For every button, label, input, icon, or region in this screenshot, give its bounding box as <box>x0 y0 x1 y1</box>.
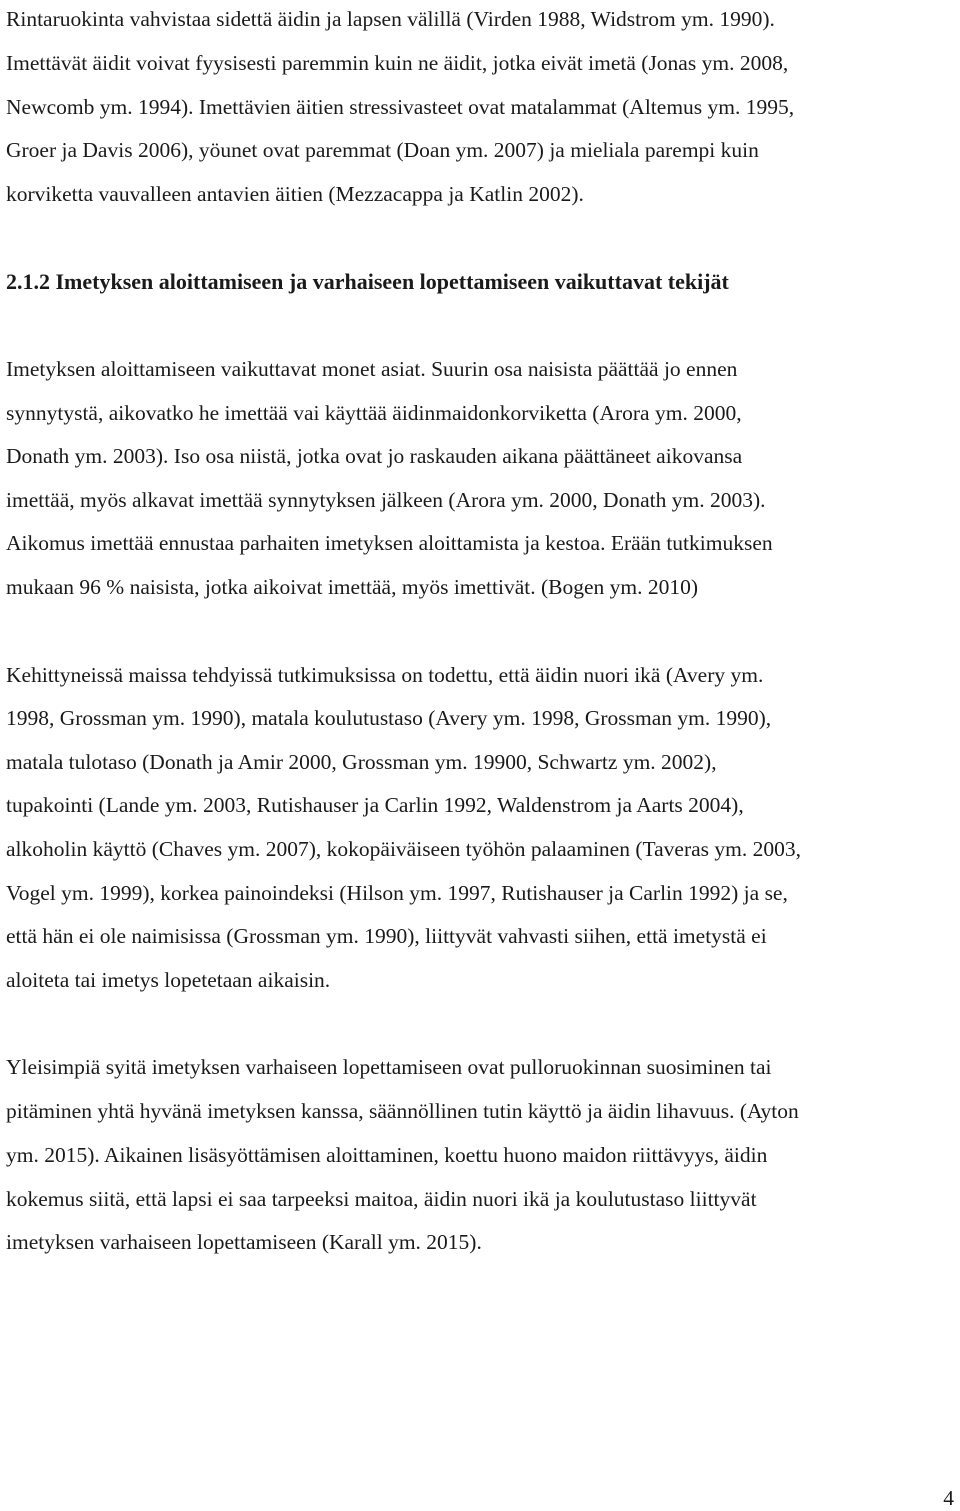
text-line: ym. 2015). Aikainen lisäsyöttämisen aloittaminen, koettu huono maidon riittävyys, äidin <box>6 1143 768 1167</box>
text-line: Rintaruokinta vahvistaa sidettä äidin ja lapsen välillä (Virden 1988, Widstrom ym. 1990). <box>6 7 775 31</box>
text-line: Vogel ym. 1999), korkea painoindeksi (Hilson ym. 1997, Rutishauser ja Carlin 1992) ja se, <box>6 881 788 905</box>
text-line: mukaan 96 % naisista, jotka aikoivat imettää, myös imettivät. (Bogen ym. 2010) <box>6 575 699 599</box>
text-line: Aikomus imettää ennustaa parhaiten imetyksen aloittamista ja kestoa. Erään tutkimuksen <box>6 531 773 555</box>
text-line: aloiteta tai imetys lopetetaan aikaisin. <box>6 968 331 992</box>
text-line: Donath ym. 2003). Iso osa niistä, jotka ovat jo raskauden aikana päättäneet aikovansa <box>6 444 743 468</box>
text-line: pitäminen yhtä hyvänä imetyksen kanssa, säännöllinen tutin käyttö ja äidin lihavuus. (Ayton <box>6 1099 799 1123</box>
text-line: että hän ei ole naimisissa (Grossman ym. 1990), liittyvät vahvasti siihen, että imetystä ei <box>6 924 767 948</box>
text-line: Kehittyneissä maissa tehdyissä tutkimuksissa on todettu, että äidin nuori ikä (Avery ym. <box>6 663 764 687</box>
text-line: Imetyksen aloittamiseen vaikuttavat monet asiat. Suurin osa naisista päättää jo ennen <box>6 357 738 381</box>
text-line: tupakointi (Lande ym. 2003, Rutishauser ja Carlin 1992, Waldenstrom ja Aarts 2004), <box>6 793 744 817</box>
section-heading: 2.1.2 Imetyksen aloittamiseen ja varhaiseen lopettamiseen vaikuttavat tekijät <box>6 269 729 294</box>
text-line: Yleisimpiä syitä imetyksen varhaiseen lopettamiseen ovat pulloruokinnan suosiminen tai <box>6 1055 772 1079</box>
text-line: alkoholin käyttö (Chaves ym. 2007), kokopäiväiseen työhön palaaminen (Taveras ym. 2003, <box>6 837 802 861</box>
text-line: Newcomb ym. 1994). Imettävien äitien stressivasteet ovat matalammat (Altemus ym. 1995, <box>6 95 795 119</box>
text-line: Imettävät äidit voivat fyysisesti paremmin kuin ne äidit, jotka eivät imetä (Jonas ym. 2008, <box>6 51 789 75</box>
text-line: korviketta vauvalleen antavien äitien (Mezzacappa ja Katlin 2002). <box>6 182 584 206</box>
text-line: 1998, Grossman ym. 1990), matala koulutustaso (Avery ym. 1998, Grossman ym. 1990), <box>6 706 772 730</box>
text-line: kokemus siitä, että lapsi ei saa tarpeeksi maitoa, äidin nuori ikä ja koulutustaso liittyvät <box>6 1187 757 1211</box>
text-line: matala tulotaso (Donath ja Amir 2000, Grossman ym. 19900, Schwartz ym. 2002), <box>6 750 717 774</box>
text-line: synnytystä, aikovatko he imettää vai käyttää äidinmaidonkorviketta (Arora ym. 2000, <box>6 401 742 425</box>
text-line: imetyksen varhaiseen lopettamiseen (Karall ym. 2015). <box>6 1230 482 1254</box>
text-line: imettää, myös alkavat imettää synnytyksen jälkeen (Arora ym. 2000, Donath ym. 2003). <box>6 488 766 512</box>
page-number: 4 <box>943 1486 954 1510</box>
text-line: Groer ja Davis 2006), yöunet ovat paremmat (Doan ym. 2007) ja mieliala parempi kuin <box>6 138 759 162</box>
